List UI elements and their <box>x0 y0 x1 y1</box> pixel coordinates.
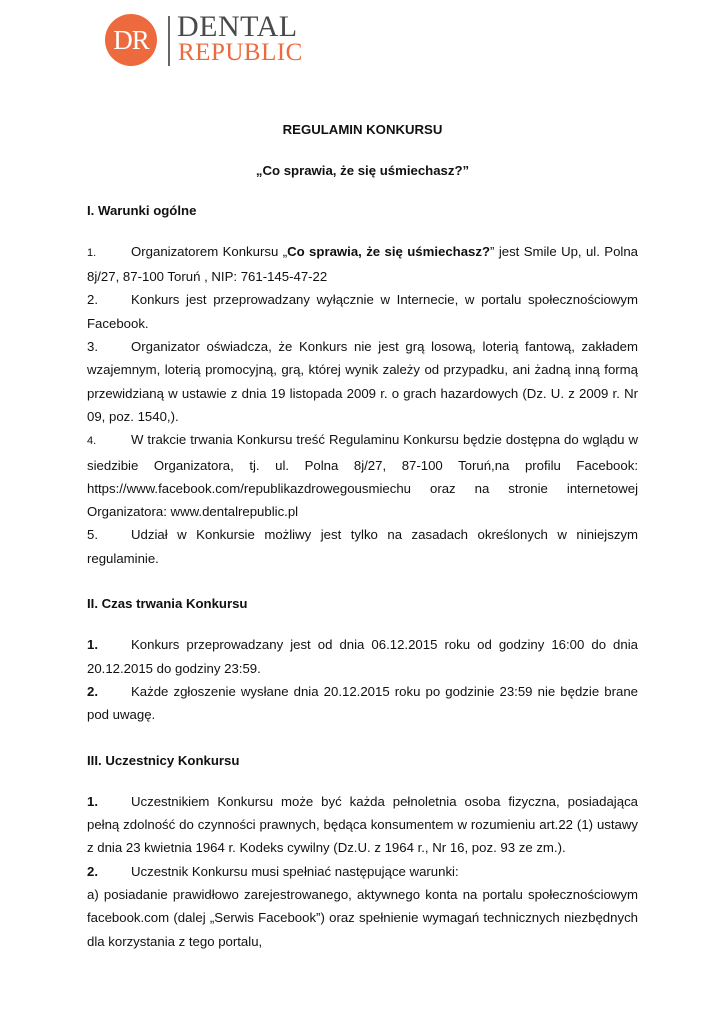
section-heading-warunki: I. Warunki ogólne <box>87 202 197 218</box>
list-item <box>87 680 638 727</box>
item-text-post: ” jest Smile Up, ul. Polna 8j/27, 87-100 Toruń , NIP: 761-145-47-22 <box>87 243 639 285</box>
item-text: Uczestnikiem Konkursu może być każda pełnoletnia osoba fizyczna, posiadająca pełną zdolność do czynności prawnych, będąca konsumentem w rozumieniu art.22 (1) ustawy z dnia 23 kwietnia 1964 r. Kodeks cywilny (Dz.U. z 1964 r., Nr 16, poz. 93 ze zm.). <box>87 793 638 856</box>
section-list-uczestnicy <box>87 790 638 953</box>
item-number: 1. <box>87 246 97 259</box>
item-text: Konkurs przeprowadzany jest od dnia 06.12.2015 roku od godziny 16:00 do dnia 20.12.2015 do godziny 23:59. <box>87 637 638 676</box>
document-body <box>87 118 638 953</box>
section-list-czas-trwania <box>87 633 638 726</box>
logo-divider <box>168 16 170 66</box>
item-number: 1. <box>87 793 98 809</box>
list-item <box>87 428 638 523</box>
item-number: 1. <box>87 637 98 653</box>
item-number: 4. <box>87 435 97 448</box>
list-item <box>87 860 638 883</box>
item-text: W trakcie trwania Konkursu treść Regulaminu Konkursu będzie dostępna do wglądu w siedzibie Organizatora, tj. ul. Polna 8j/27, 87-100 Toruń,na profilu Facebook: https://www.facebook.com/republikazdrowegousmiechu oraz na stronie internetowej Organizatora: www.dentalrepublic.pl <box>87 432 638 520</box>
list-item <box>87 523 638 570</box>
item-text: Udział w Konkursie możliwy jest tylko na zasadach określonych w niniejszym regulaminie. <box>87 527 638 566</box>
logo-text-dental: DENTAL <box>177 10 298 43</box>
list-item <box>87 335 638 428</box>
section-heading-uczestnicy: III. Uczestnicy Konkursu <box>87 752 240 768</box>
item-number: 2. <box>87 683 98 699</box>
logo-text-republic: REPUBLIC <box>178 39 303 66</box>
item-text: Każde zgłoszenie wysłane dnia 20.12.2015 roku po godzinie 23:59 nie będzie brane pod uwagę. <box>87 683 638 723</box>
item-text-pre: Organizatorem Konkursu „ <box>131 243 288 259</box>
item-text: Konkurs jest przeprowadzany wyłącznie w Internecie, w portalu społecznościowym Facebook. <box>87 292 638 331</box>
item-text-bold: Co sprawia, że się uśmiechasz? <box>287 243 491 259</box>
document-subtitle: „Co sprawia, że się uśmiechasz?” <box>255 163 470 179</box>
list-item <box>87 790 638 860</box>
item-text: Uczestnik Konkursu musi spełniać następujące warunki: <box>131 863 459 879</box>
section-heading-czas-trwania: II. Czas trwania Konkursu <box>87 596 248 612</box>
logo-initials-circle: DR <box>105 14 157 66</box>
list-item <box>87 240 638 289</box>
document-title: REGULAMIN KONKURSU <box>282 122 443 137</box>
list-item <box>87 633 638 680</box>
item-number: 3. <box>87 339 98 355</box>
item-text: Organizator oświadcza, że Konkurs nie jest grą losową, loterią fantową, zakładem wzajemnym, loterią promocyjną, grą, której wynik zależy od przypadku, ani żadną inną formą przewidzianą w ustawie z dnia 19 listopada 2009 r. o grach hazardowych (Dz. U. z 2009 r. Nr 09, poz. 1540,). <box>87 339 638 424</box>
item-number: 2. <box>87 292 98 308</box>
sub-item-a: a) posiadanie prawidłowo zarejestrowanego, aktywnego konta na portalu społecznościowym facebook.com (dalej „Serwis Facebook”) oraz spełnienie wymagań technicznych niezbędnych dla korzystania z tego portalu, <box>87 887 638 949</box>
item-number: 2. <box>87 863 98 879</box>
section-list-warunki <box>87 240 638 570</box>
item-number: 5. <box>87 527 98 543</box>
list-item <box>87 288 638 335</box>
